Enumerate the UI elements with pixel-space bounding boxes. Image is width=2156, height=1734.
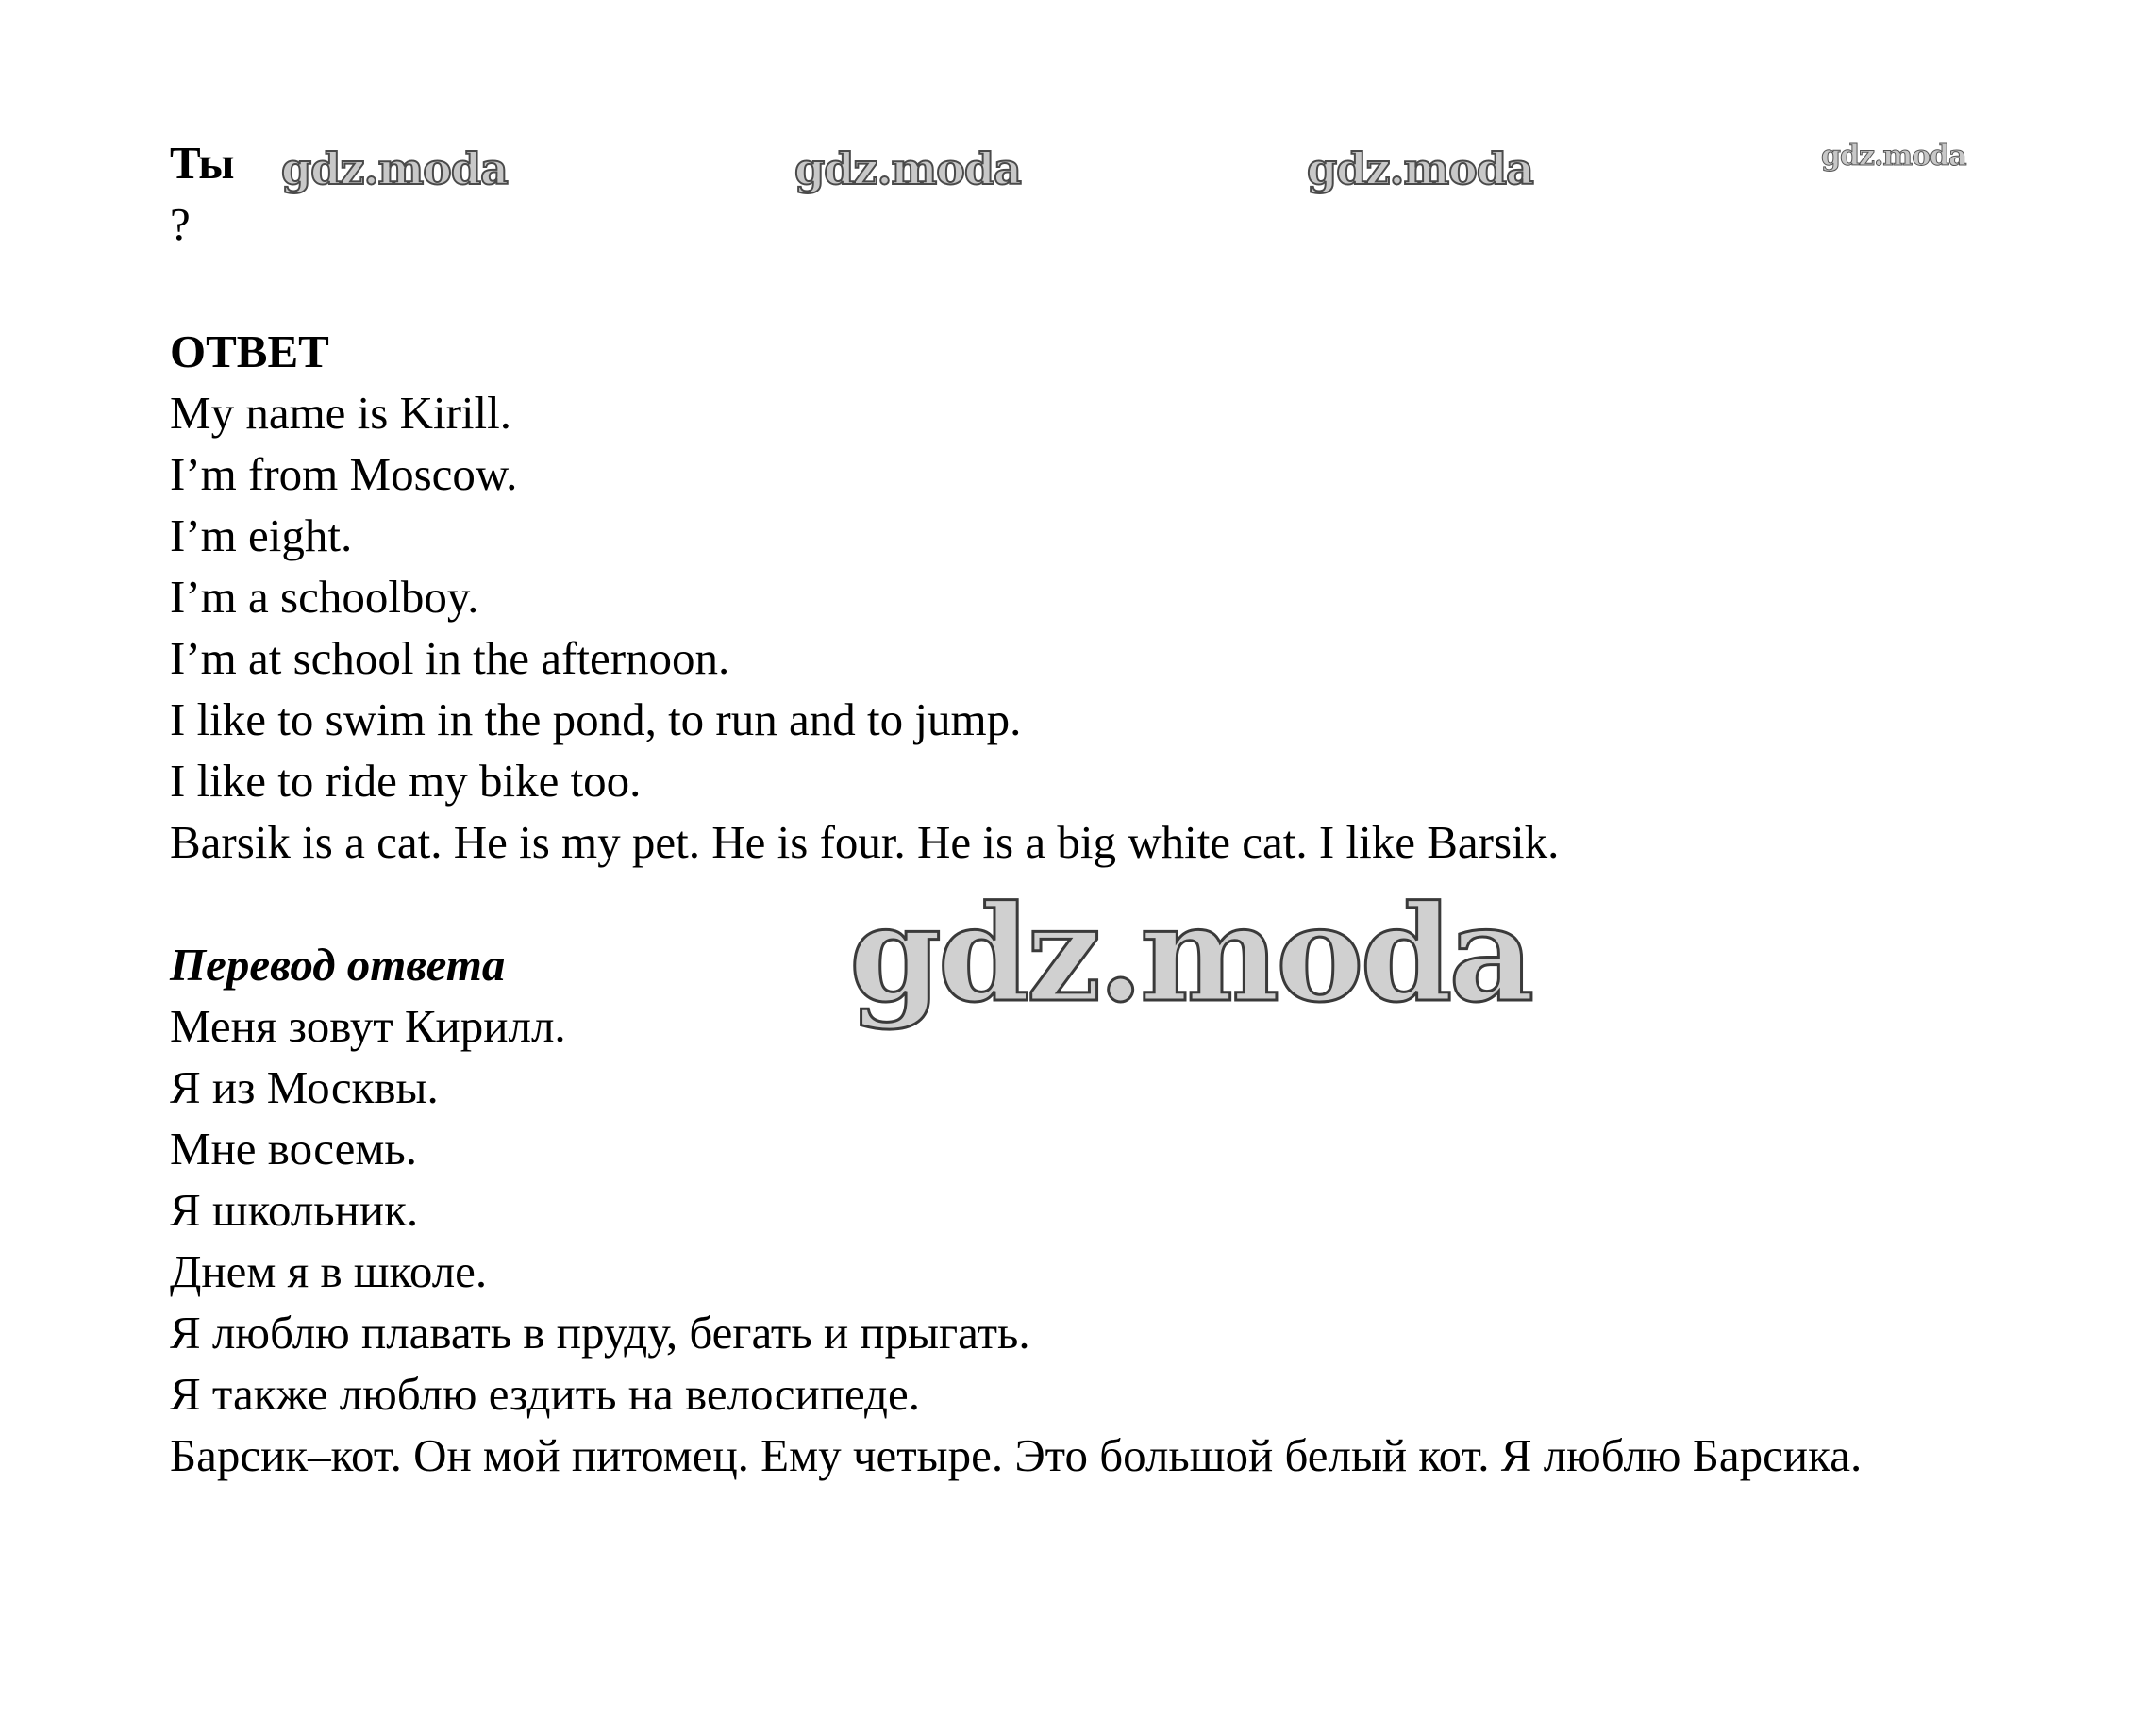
answer-line: I’m at school in the afternoon. xyxy=(170,632,730,684)
answer-section xyxy=(170,321,1559,873)
translation-line: Я школьник. xyxy=(170,1184,419,1236)
top-question-mark: ? xyxy=(170,198,191,250)
answer-line: I’m a schoolboy. xyxy=(170,571,479,623)
watermark-logo: gdz.moda xyxy=(794,143,1021,194)
answer-line: My name is Kirill. xyxy=(170,387,512,439)
watermark-logo: gdz.moda xyxy=(1307,143,1533,194)
translation-line: Меня зовут Кирилл. xyxy=(170,1000,566,1052)
translation-line: Мне восемь. xyxy=(170,1123,418,1175)
translation-line: Я из Москвы. xyxy=(170,1061,439,1113)
watermark-logo: gdz.moda xyxy=(281,143,508,194)
answer-line: I’m from Moscow. xyxy=(170,448,518,500)
answer-line: I like to swim in the pond, to run and to jump. xyxy=(170,693,1022,745)
translation-line: Я также люблю ездить на велосипеде. xyxy=(170,1368,920,1420)
translation-heading: Перевод ответа xyxy=(170,939,506,991)
translation-line: Барсик–кот. Он мой питомец. Ему четыре. Это большой белый кот. Я люблю Барсика. xyxy=(170,1429,1863,1481)
answer-line: I like to ride my bike too. xyxy=(170,755,642,807)
top-word: Ты xyxy=(170,137,235,189)
watermark-logo: gdz.moda xyxy=(1821,140,1966,173)
answer-line: I’m eight. xyxy=(170,509,353,561)
translation-line: Я люблю плавать в пруду, бегать и прыгать. xyxy=(170,1307,1030,1359)
translation-line: Днем я в школе. xyxy=(170,1245,488,1297)
answer-line: Barsik is a cat. He is my pet. He is four. He is a big white cat. I like Barsik. xyxy=(170,816,1560,868)
answer-heading: ОТВЕТ xyxy=(170,325,329,377)
translation-section xyxy=(170,934,1991,1486)
watermark-logo-large: gdz.moda xyxy=(849,877,1531,1032)
